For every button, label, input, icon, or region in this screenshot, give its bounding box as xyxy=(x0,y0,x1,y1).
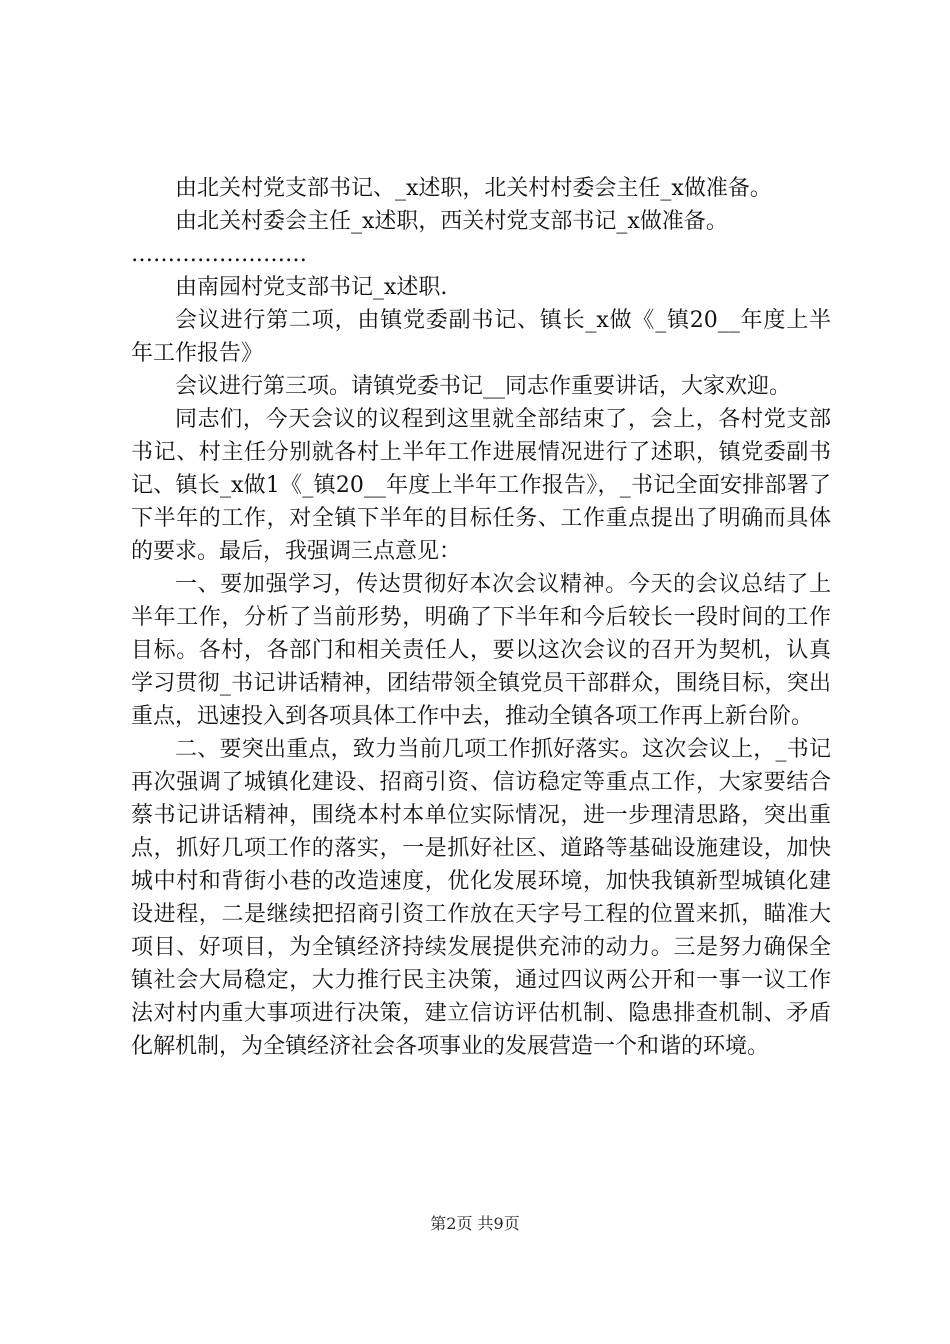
paragraph-1: 由北关村党支部书记、_x述职，北关村村委会主任_x做准备。 xyxy=(175,176,772,201)
paragraph-5: 会议进行第三项。请镇党委书记__同志作重要讲话，大家欢迎。 xyxy=(175,374,792,399)
paragraph-4: 会议进行第二项，由镇党委副书记、镇长_x做《_镇20__年度上半年工作报告》 xyxy=(131,308,831,366)
paragraph-2: 由北关村委会主任_x述职，西关村党支部书记_x做准备。 xyxy=(175,209,728,234)
page-footer: 第2页 共9页 xyxy=(430,1214,520,1233)
paragraph-8: 二、要突出重点，致力当前几项工作抓好落实。这次会议上，_书记再次强调了城镇化建设、招商引资、信访稳定等重点工作，大家要结合蔡书记讲话精神，围绕本村本单位实际情况，进一步理清思路，突出重点，抓好几项工作的落实，一是抓好社区、道路等基础设施建设，加快城中村和背街小巷的改造速度，优化发展环境，加快我镇新型城镇化建设进程，二是继续把招商引资工作放在天字号工程的位置来抓，瞄准大项目、好项目，为全镇经济持续发展提供充沛的动力。三是努力确保全镇社会大局稳定，大力推行民主决策，通过四议两公开和一事一议工作法对村内重大事项进行决策，建立信访评估机制、隐患排查机制、矛盾化解机制，为全镇经济社会各项事业的发展营造一个和谐的环境。 xyxy=(131,737,831,1059)
ellipsis-separator: …………………… xyxy=(131,242,307,267)
paragraph-6: 同志们，今天会议的议程到这里就全部结束了，会上，各村党支部书记、村主任分别就各村上半年工作进展情况进行了述职，镇党委副书记、镇长_x做1《_镇20__年度上半年工作报告》，_书记全面安排部署了下半年的工作，对全镇下半年的目标任务、工作重点提出了明确而具体的要求。最后，我强调三点意见： xyxy=(131,407,831,564)
paragraph-7: 一、要加强学习，传达贯彻好本次会议精神。今天的会议总结了上半年工作，分析了当前形势，明确了下半年和今后较长一段时间的工作目标。各村，各部门和相关责任人，要以这次会议的召开为契机，认真学习贯彻_书记讲话精神，团结带领全镇党员干部群众，围绕目标，突出重点，迅速投入到各项具体工作中去，推动全镇各项工作再上新台阶。 xyxy=(131,572,831,729)
document-body xyxy=(131,172,831,1063)
paragraph-3: 由南园村党支部书记_x述职. xyxy=(175,275,448,300)
